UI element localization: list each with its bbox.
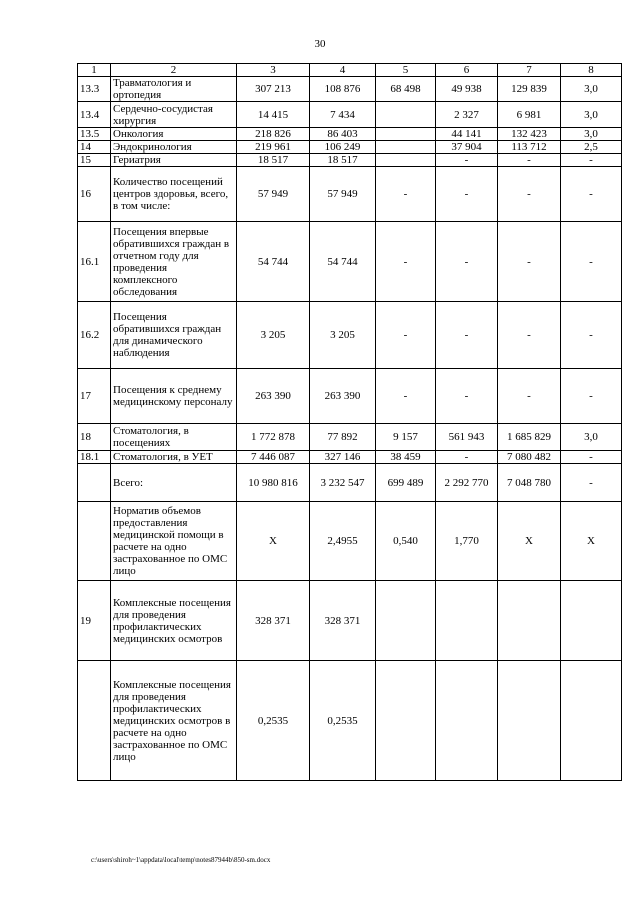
row-label-cell: Эндокринология [111,141,237,154]
value-cell: - [436,369,498,424]
row-code-cell [78,464,111,502]
value-cell: 263 390 [310,369,376,424]
header-cell: 8 [561,64,622,77]
row-label-cell: Посещения впервые обратившихся граждан в отчетном году для проведения комплексного обследования [111,222,237,302]
row-label-cell: Стоматология, в УЕТ [111,451,237,464]
value-cell: 218 826 [237,128,310,141]
value-cell: 18 517 [310,154,376,167]
value-cell: - [498,222,561,302]
value-cell: - [498,167,561,222]
value-cell: - [498,369,561,424]
value-cell [376,154,436,167]
value-cell: X [561,502,622,581]
row-code-cell: 16.2 [78,302,111,369]
row-code-cell: 18 [78,424,111,451]
value-cell: 68 498 [376,77,436,102]
value-cell: - [561,369,622,424]
value-cell: 0,2535 [237,661,310,781]
value-cell: 129 839 [498,77,561,102]
header-cell: 1 [78,64,111,77]
table-header-row [78,64,622,77]
value-cell: 561 943 [436,424,498,451]
value-cell [561,581,622,661]
value-cell: 44 141 [436,128,498,141]
value-cell: - [561,464,622,502]
value-cell: 1 772 878 [237,424,310,451]
value-cell: - [376,222,436,302]
value-cell: - [436,222,498,302]
value-cell: - [376,167,436,222]
table-row [78,302,622,369]
header-cell: 4 [310,64,376,77]
value-cell: 0,540 [376,502,436,581]
value-cell: 328 371 [310,581,376,661]
value-cell [376,102,436,128]
value-cell: 3,0 [561,424,622,451]
row-label-cell: Количество посещений центров здоровья, всего, в том числе: [111,167,237,222]
value-cell: 3,0 [561,77,622,102]
value-cell: - [561,451,622,464]
value-cell: - [436,154,498,167]
header-cell: 3 [237,64,310,77]
value-cell: 1,770 [436,502,498,581]
value-cell: - [561,154,622,167]
value-cell: - [498,302,561,369]
row-code-cell: 14 [78,141,111,154]
value-cell: 54 744 [310,222,376,302]
value-cell: 86 403 [310,128,376,141]
value-cell: 57 949 [237,167,310,222]
table-row [78,102,622,128]
value-cell: 54 744 [237,222,310,302]
row-code-cell: 16 [78,167,111,222]
value-cell [561,661,622,781]
value-cell: 108 876 [310,77,376,102]
row-label-cell: Комплексные посещения для проведения профилактических медицинских осмотров в расчете на одно застрахованное по ОМС лицо [111,661,237,781]
table-row [78,77,622,102]
value-cell: 328 371 [237,581,310,661]
value-cell: 14 415 [237,102,310,128]
table-row [78,369,622,424]
row-code-cell: 17 [78,369,111,424]
value-cell [376,141,436,154]
row-code-cell: 13.5 [78,128,111,141]
value-cell: 3,0 [561,102,622,128]
value-cell: 3 232 547 [310,464,376,502]
value-cell: 3,0 [561,128,622,141]
value-cell [436,581,498,661]
value-cell [498,581,561,661]
row-label-cell: Комплексные посещения для проведения профилактических медицинских осмотров [111,581,237,661]
row-code-cell: 19 [78,581,111,661]
header-cell: 2 [111,64,237,77]
row-label-cell: Сердечно-сосудистая хирургия [111,102,237,128]
value-cell [376,128,436,141]
value-cell: 7 446 087 [237,451,310,464]
value-cell: 0,2535 [310,661,376,781]
value-cell: 7 434 [310,102,376,128]
value-cell: - [376,369,436,424]
row-code-cell: 18.1 [78,451,111,464]
value-cell: 7 080 482 [498,451,561,464]
value-cell: 327 146 [310,451,376,464]
row-label-cell: Онкология [111,128,237,141]
row-code-cell: 13.3 [78,77,111,102]
table-row [78,502,622,581]
value-cell [376,581,436,661]
value-cell: - [498,154,561,167]
table-row [78,424,622,451]
table-row [78,154,622,167]
value-cell: 3 205 [310,302,376,369]
statistics-table [77,63,622,781]
value-cell: 6 981 [498,102,561,128]
value-cell: 77 892 [310,424,376,451]
value-cell: 106 249 [310,141,376,154]
row-label-cell: Стоматология, в посещениях [111,424,237,451]
row-label-cell: Посещения к среднему медицинскому персоналу [111,369,237,424]
value-cell: 132 423 [498,128,561,141]
row-code-cell: 15 [78,154,111,167]
value-cell: - [561,302,622,369]
value-cell: 57 949 [310,167,376,222]
value-cell: 2,4955 [310,502,376,581]
header-cell: 5 [376,64,436,77]
value-cell: 7 048 780 [498,464,561,502]
row-label-cell: Травматология и ортопедия [111,77,237,102]
value-cell: 49 938 [436,77,498,102]
row-code-cell: 13.4 [78,102,111,128]
header-cell: 7 [498,64,561,77]
table-row [78,128,622,141]
value-cell: 2 292 770 [436,464,498,502]
value-cell: 1 685 829 [498,424,561,451]
value-cell: 9 157 [376,424,436,451]
value-cell: - [436,302,498,369]
value-cell: 18 517 [237,154,310,167]
row-code-cell [78,502,111,581]
table-row [78,464,622,502]
value-cell: 3 205 [237,302,310,369]
value-cell: - [436,167,498,222]
value-cell [376,661,436,781]
row-code-cell: 16.1 [78,222,111,302]
value-cell: - [561,167,622,222]
value-cell: 2 327 [436,102,498,128]
header-cell: 6 [436,64,498,77]
value-cell: 2,5 [561,141,622,154]
row-label-cell: Всего: [111,464,237,502]
value-cell: 37 904 [436,141,498,154]
value-cell: 38 459 [376,451,436,464]
row-label-cell: Гериатрия [111,154,237,167]
file-path-footer: c:\users\shiroh~1\appdata\local\temp\notes87944b\850-sm.docx [91,856,271,864]
value-cell: X [237,502,310,581]
row-code-cell [78,661,111,781]
table-row [78,167,622,222]
value-cell: 219 961 [237,141,310,154]
row-label-cell: Посещения обратившихся граждан для динамического наблюдения [111,302,237,369]
value-cell: 699 489 [376,464,436,502]
table-row [78,141,622,154]
value-cell: 263 390 [237,369,310,424]
row-label-cell: Норматив объемов предоставления медицинской помощи в расчете на одно застрахованное по ОМС лицо [111,502,237,581]
value-cell: - [561,222,622,302]
value-cell: 307 213 [237,77,310,102]
value-cell: - [436,451,498,464]
page-number: 30 [314,38,326,50]
table-row [78,581,622,661]
table-row [78,451,622,464]
value-cell: 10 980 816 [237,464,310,502]
table-row [78,661,622,781]
table-row [78,222,622,302]
value-cell [498,661,561,781]
value-cell: - [376,302,436,369]
value-cell: X [498,502,561,581]
value-cell [436,661,498,781]
value-cell: 113 712 [498,141,561,154]
